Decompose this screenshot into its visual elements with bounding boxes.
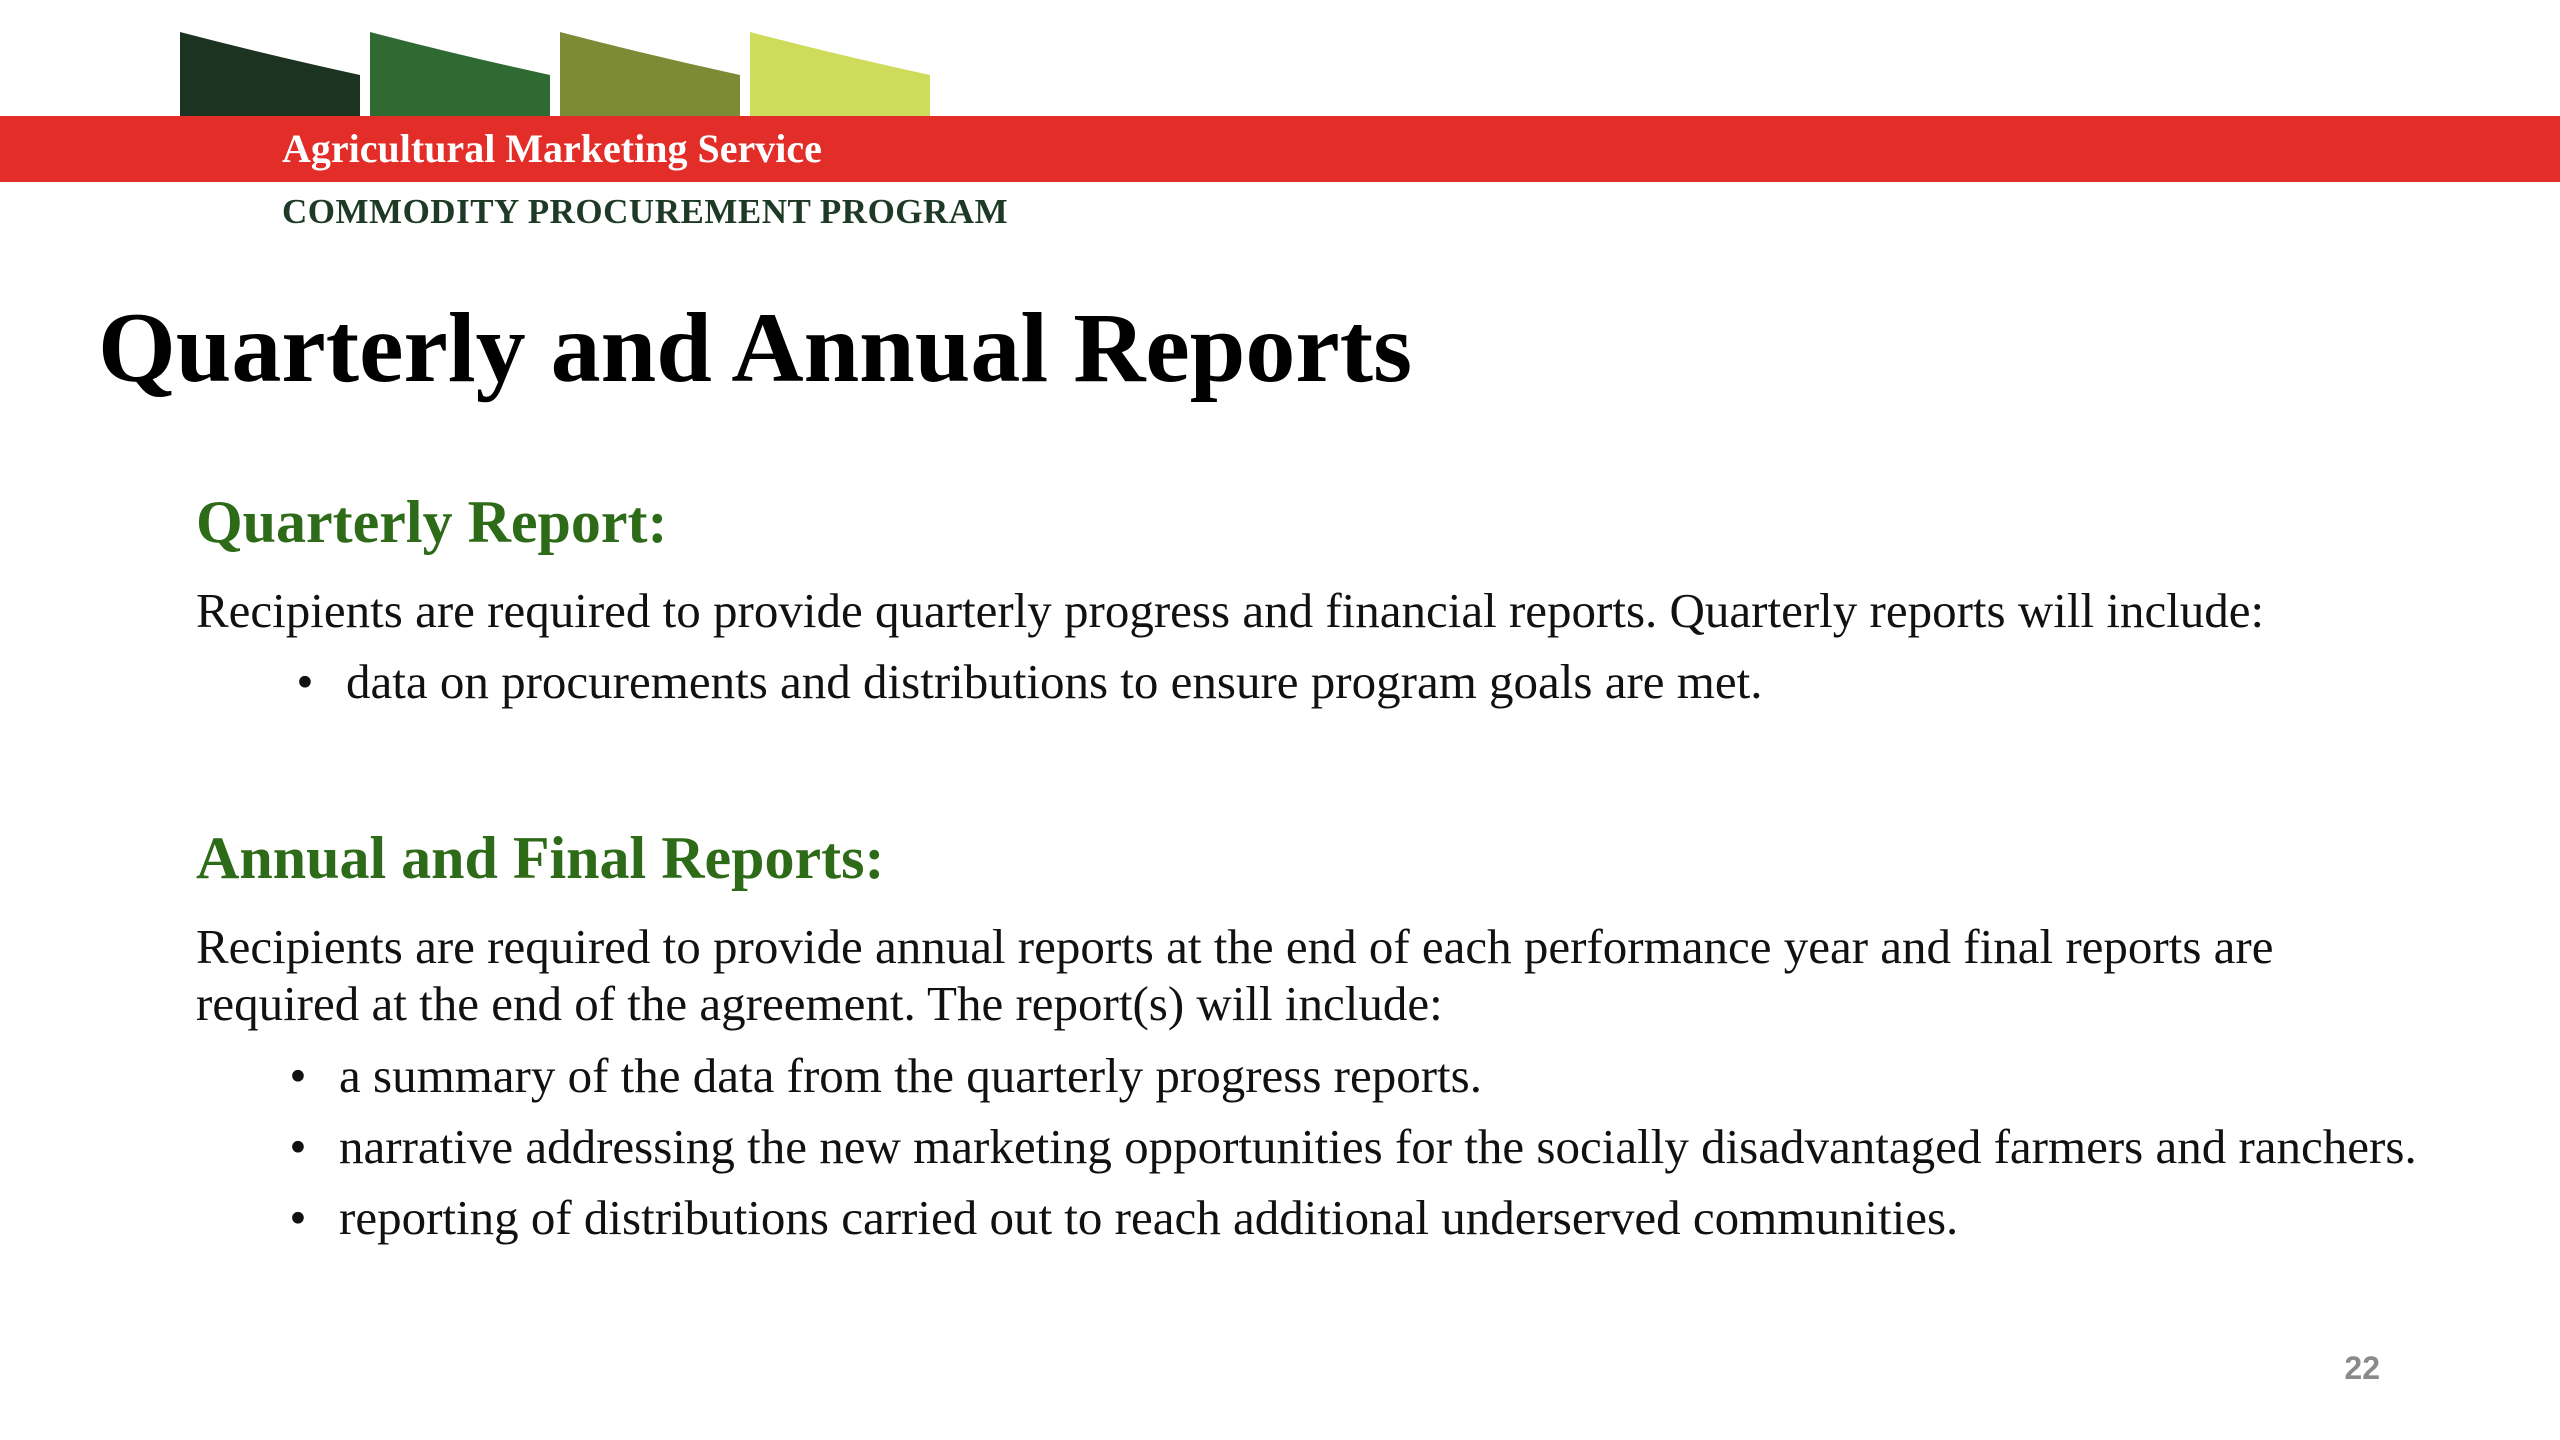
bullet-icon: •: [289, 1119, 307, 1174]
bullet-icon: •: [296, 654, 314, 709]
annual-intro: Recipients are required to provide annual reports at the end of each performance year and final reports are required at the end of the agreement. The report(s) will include:: [196, 919, 2274, 1031]
list-item: [290, 653, 2390, 710]
program-name: COMMODITY PROCUREMENT PROGRAM: [282, 192, 1009, 231]
logo-stripe-1: [180, 32, 360, 120]
ams-logo-stripes: [178, 30, 938, 120]
page-number: 22: [2344, 1350, 2380, 1386]
bullet-text: data on procurements and distributions to ensure program goals are met.: [346, 654, 1763, 709]
quarterly-heading: Quarterly Report:: [196, 489, 668, 555]
annual-heading: Annual and Final Reports:: [196, 825, 885, 891]
bullet-icon: •: [289, 1048, 307, 1103]
list-item: [283, 1047, 2423, 1104]
bullet-text: reporting of distributions carried out to reach additional underserved communities.: [339, 1190, 1959, 1245]
list-item: [283, 1118, 2423, 1175]
logo-stripe-3: [560, 32, 740, 120]
quarterly-bullet-list: [290, 653, 2390, 710]
logo-stripe-2: [370, 32, 550, 120]
slide-title: Quarterly and Annual Reports: [98, 292, 1413, 403]
list-item: [283, 1189, 2423, 1246]
bullet-icon: •: [289, 1190, 307, 1245]
annual-bullet-list: [283, 1047, 2423, 1246]
agency-name: Agricultural Marketing Service: [282, 126, 822, 171]
logo-stripe-4: [750, 32, 930, 120]
quarterly-intro: Recipients are required to provide quarterly progress and financial reports. Quarterly reports will include:: [196, 583, 2265, 638]
bullet-text: a summary of the data from the quarterly progress reports.: [339, 1048, 1482, 1103]
bullet-text: narrative addressing the new marketing opportunities for the socially disadvantaged farmers and ranchers.: [339, 1119, 2417, 1174]
